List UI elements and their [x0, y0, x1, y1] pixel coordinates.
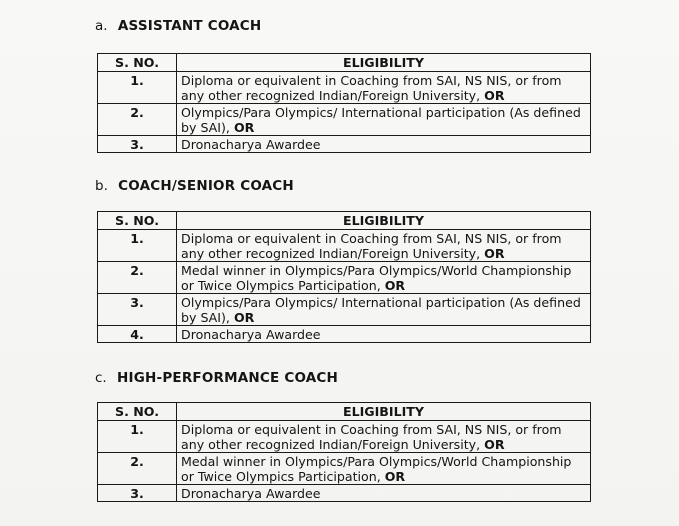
row-text: Olympics/Para Olympics/ International participation (As defined by SAI), [181, 105, 581, 135]
table-row [98, 136, 591, 153]
row-text: Dronacharya Awardee [181, 137, 321, 152]
row-text: Dronacharya Awardee [181, 327, 321, 342]
table-row [98, 453, 591, 485]
row-number: 4. [98, 326, 177, 343]
row-eligibility [177, 104, 591, 136]
section-heading-high-performance-coach [95, 370, 338, 386]
table-row [98, 294, 591, 326]
row-eligibility [177, 421, 591, 453]
row-number: 2. [98, 262, 177, 294]
row-number: 2. [98, 104, 177, 136]
row-or: OR [233, 310, 255, 325]
table-header-row [98, 54, 591, 72]
row-eligibility [177, 294, 591, 326]
row-number: 2. [98, 453, 177, 485]
table-row [98, 421, 591, 453]
row-number: 3. [98, 136, 177, 153]
row-or: OR [484, 88, 505, 103]
row-eligibility [177, 262, 591, 294]
table-row [98, 262, 591, 294]
row-text: Medal winner in Olympics/Para Olympics/World Championship or Twice Olympics Participation, [181, 263, 572, 293]
row-eligibility [177, 136, 591, 153]
section-letter: a. [95, 18, 108, 34]
eligibility-table-coach-senior-coach [97, 211, 591, 343]
eligibility-table-high-performance-coach [97, 402, 591, 502]
eligibility-table-assistant-coach [97, 53, 591, 153]
row-number: 3. [98, 485, 177, 502]
row-text: Diploma or equivalent in Coaching from SAI, NS NIS, or from any other recognized Indian/Foreign University, [181, 422, 562, 452]
section-letter: b. [95, 178, 108, 194]
table-header-row [98, 212, 591, 230]
row-or: OR [233, 120, 255, 135]
row-eligibility [177, 72, 591, 104]
table-row [98, 230, 591, 262]
row-text: Olympics/Para Olympics/ International participation (As defined by SAI), [181, 295, 581, 325]
table-row [98, 326, 591, 343]
row-number: 1. [98, 72, 177, 104]
table-row [98, 72, 591, 104]
section-title: HIGH-PERFORMANCE COACH [117, 370, 339, 386]
row-eligibility [177, 326, 591, 343]
row-text: Dronacharya Awardee [181, 486, 321, 501]
section-heading-coach-senior-coach [95, 178, 294, 194]
row-number: 1. [98, 230, 177, 262]
row-or: OR [384, 278, 406, 293]
sno-header: S. NO. [98, 212, 177, 230]
sno-header: S. NO. [98, 54, 177, 72]
row-text: Diploma or equivalent in Coaching from SAI, NS NIS, or from any other recognized Indian/Foreign University, [181, 231, 562, 261]
section-title: ASSISTANT COACH [117, 18, 262, 34]
table-header-row [98, 403, 591, 421]
eligibility-header: ELIGIBILITY [177, 212, 591, 230]
row-eligibility [177, 453, 591, 485]
row-or: OR [484, 437, 505, 452]
row-text: Medal winner in Olympics/Para Olympics/World Championship or Twice Olympics Participation, [181, 454, 572, 484]
eligibility-header: ELIGIBILITY [177, 54, 591, 72]
sno-header: S. NO. [98, 403, 177, 421]
row-eligibility [177, 485, 591, 502]
section-title: COACH/SENIOR COACH [118, 178, 294, 194]
section-heading-assistant-coach [95, 18, 261, 34]
row-or: OR [484, 246, 505, 261]
section-letter: c. [95, 370, 107, 386]
row-or: OR [384, 469, 406, 484]
row-number: 3. [98, 294, 177, 326]
row-text: Diploma or equivalent in Coaching from SAI, NS NIS, or from any other recognized Indian/Foreign University, [181, 73, 562, 103]
table-row [98, 104, 591, 136]
eligibility-header: ELIGIBILITY [177, 403, 591, 421]
row-eligibility [177, 230, 591, 262]
table-row [98, 485, 591, 502]
row-number: 1. [98, 421, 177, 453]
